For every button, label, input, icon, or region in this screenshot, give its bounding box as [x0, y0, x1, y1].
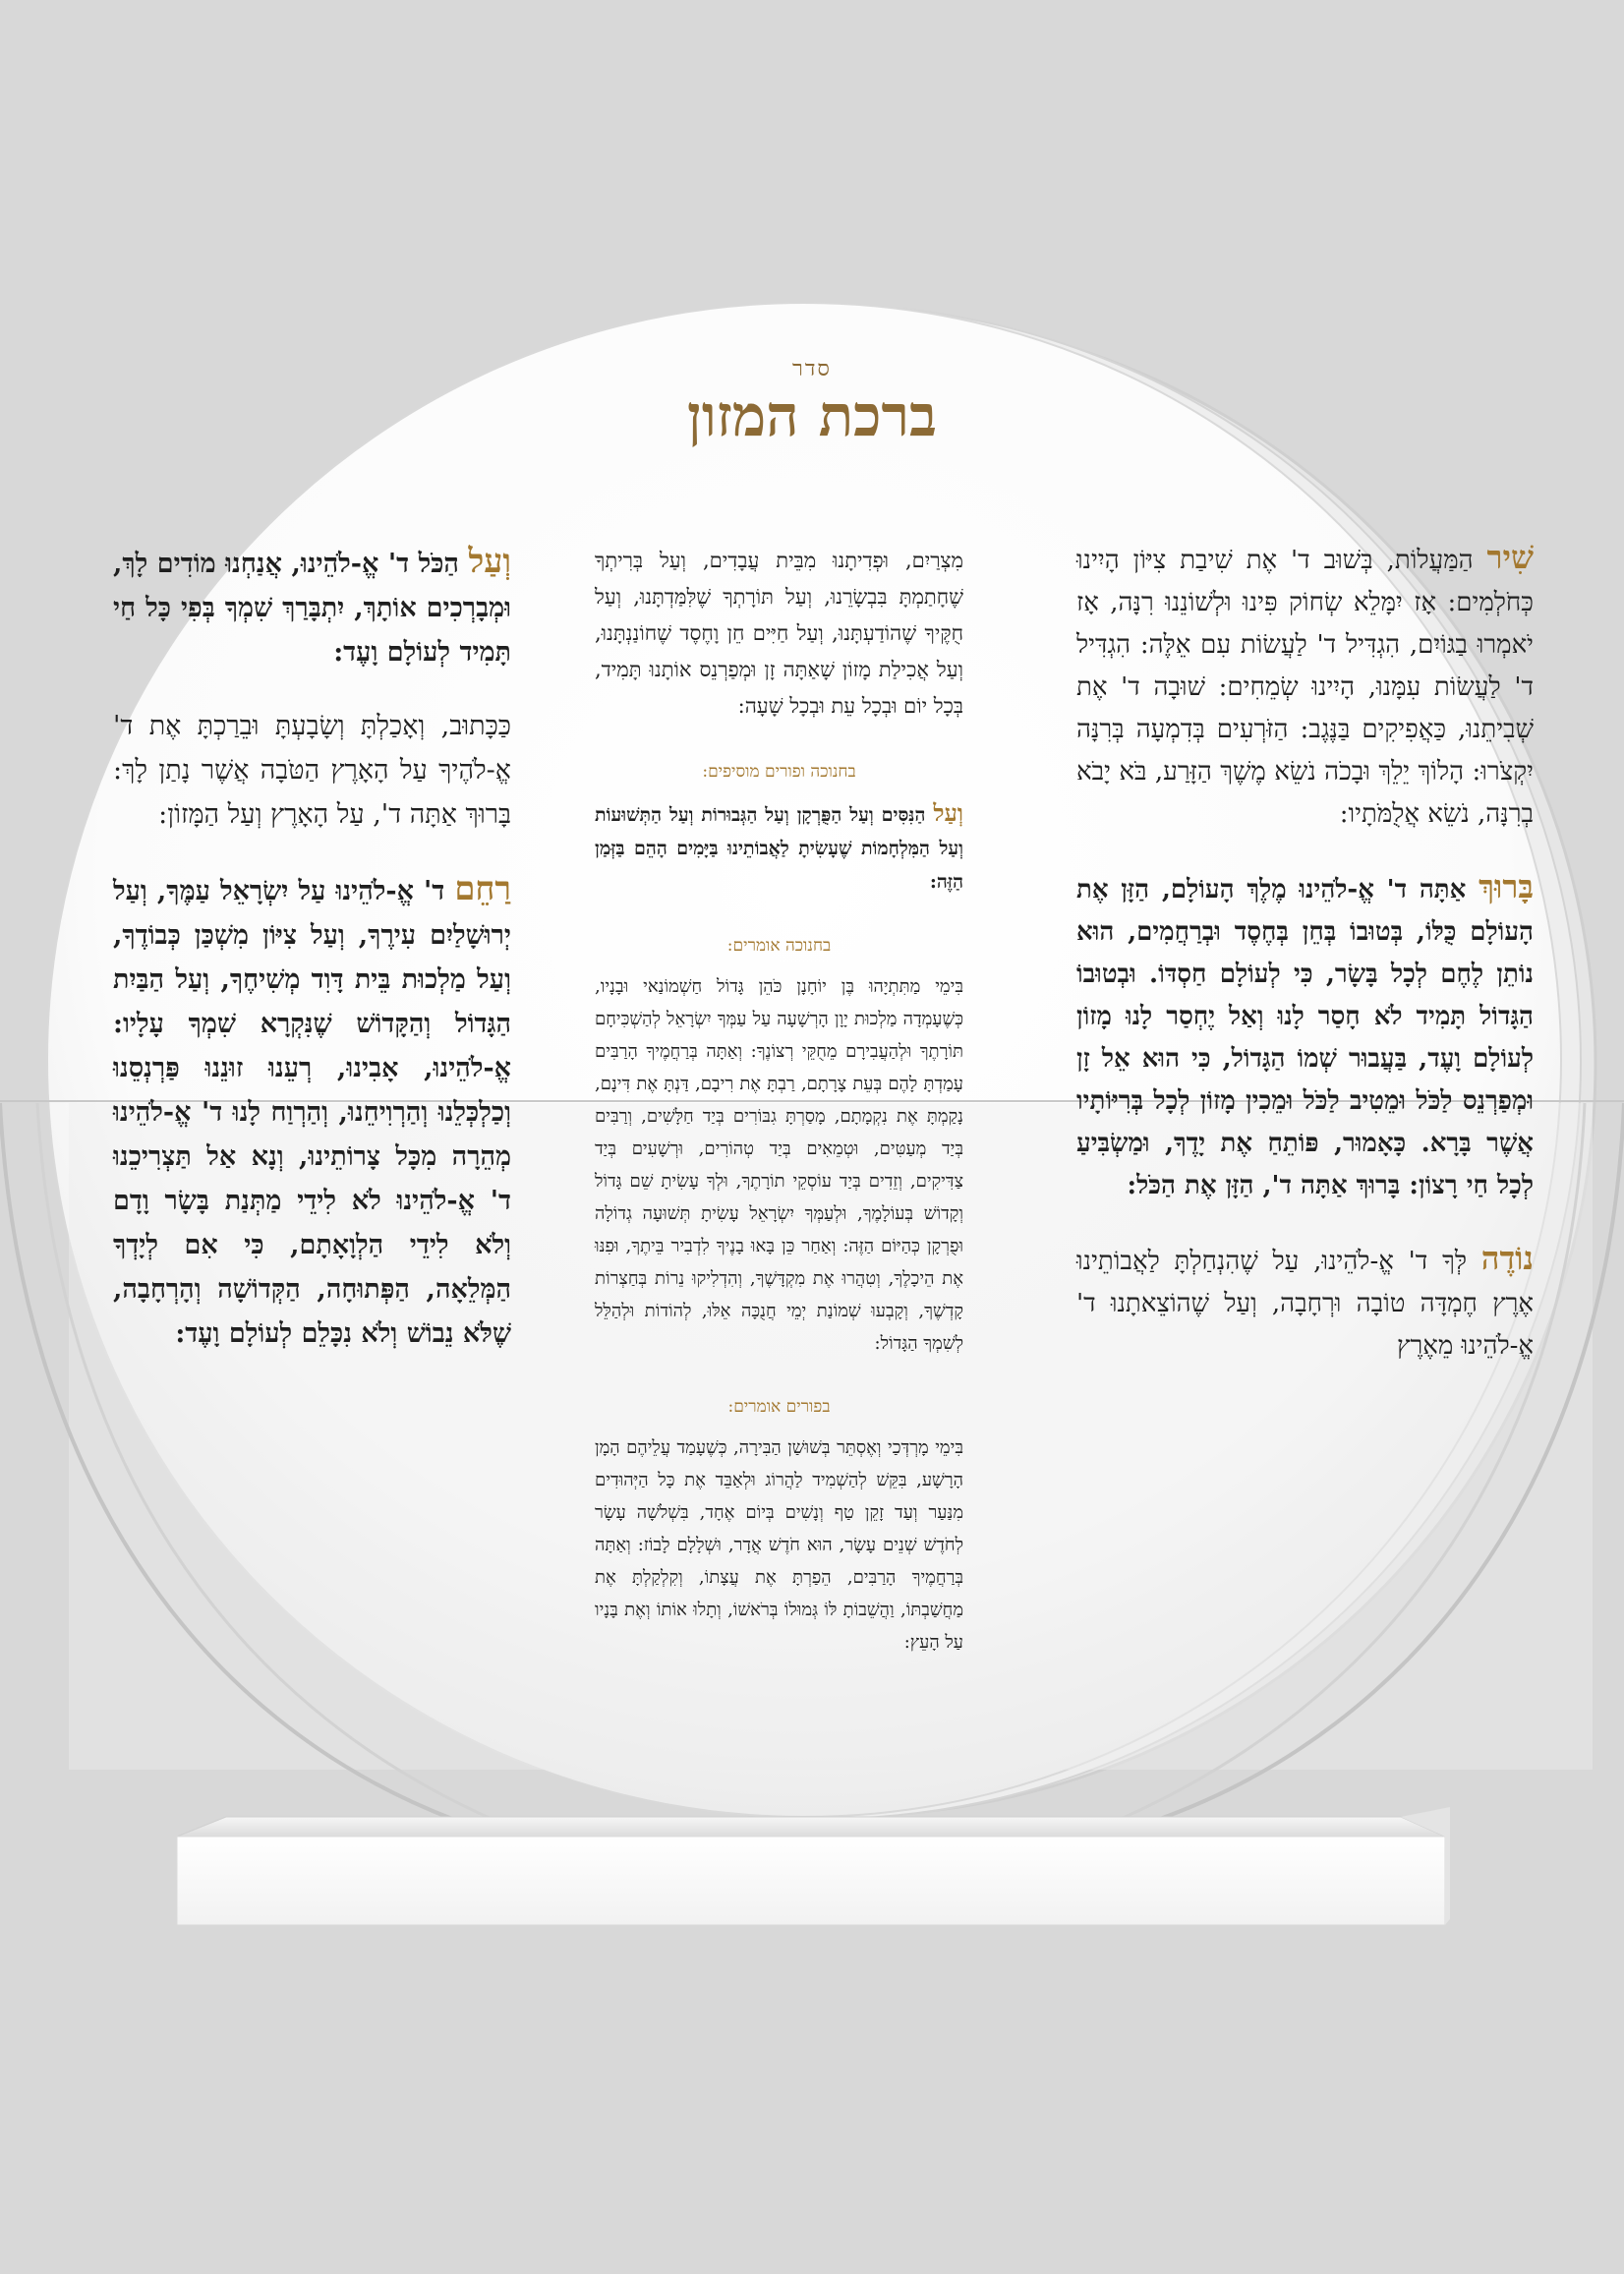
- paragraph-text: בִּימֵי מַתִּתְיָהוּ בֶּן יוֹחָנָן כֹּהֵן גָּדוֹל חַשְׁמוֹנַאי וּבָנָיו, כְּשֶׁעָמְדָה מַלְכוּת יָוָן הָרְשָׁעָה עַל עַמְּךָ יִשְׂרָאֵל לְהַשְׁכִּיחָם תּוֹרָתֶךָ וּלְהַעֲבִירָם מֵחֻקֵּי רְצוֹנֶךָ: וְאַתָּה בְּרַחֲמֶיךָ הָרַבִּים עָמַדְתָּ לָהֶם בְּעֵת צָרָתָם, רַבְתָּ אֶת רִיבָם, דַּנְתָּ אֶת דִּינָם, נָקַמְתָּ אֶת נִקְמָתָם, מָסַרְתָּ גִבּוֹרִים בְּיַד חַלָּשִׁים, וְרַבִּים בְּיַד מְעַטִּים, וּטְמֵאִים בְּיַד טְהוֹרִים, וּרְשָׁעִים בְּיַד צַדִּיקִים, וְזֵדִים בְּיַד עוֹסְקֵי תוֹרָתֶךָ, וּלְךָ עָשִׂיתָ שֵׁם גָּדוֹל וְקָדוֹשׁ בְּעוֹלָמֶךָ, וּלְעַמְּךָ יִשְׂרָאֵל עָשִׂיתָ תְּשׁוּעָה גְדוֹלָה וּפֻרְקָן כְּהַיּוֹם הַזֶּה: וְאַחַר כֵּן בָּאוּ בָנֶיךָ לִדְבִיר בֵּיתֶךָ, וּפִנּוּ אֶת הֵיכָלֶךָ, וְטִהֲרוּ אֶת מִקְדָּשֶׁךָ, וְהִדְלִיקוּ נֵרוֹת בְּחַצְרוֹת קָדְשֶׁךָ, וְקָבְעוּ שְׁמוֹנַת יְמֵי חֲנֻכָּה אֵלּוּ, לְהוֹדוֹת וּלְהַלֵּל לְשִׁמְךָ הַגָּדוֹל:: [595, 976, 963, 1354]
- title-subtitle: סדר: [792, 357, 832, 381]
- paragraph-text: ד' אֱ-לֹהֵינוּ עַל יִשְׂרָאֵל עַמֶּךָ, וְעַל יְרוּשָׁלַיִם עִירֶךָ, וְעַל צִיּוֹן מִשְׁכַּן כְּבוֹדֶךָ, וְעַל מַלְכוּת בֵּית דָּוִד מְשִׁיחֶךָ, וְעַל הַבַּיִת הַגָּדוֹל וְהַקָּדוֹשׁ שֶׁנִּקְרָא שִׁמְךָ עָלָיו: אֱ-לֹהֵינוּ, אָבִינוּ, רְעֵנוּ זוּנֵנוּ פַּרְנְסֵנוּ וְכַלְכְּלֵנוּ וְהַרְוִיחֵנוּ, וְהַרְוַח לָנוּ ד' אֱ-לֹהֵינוּ מְהֵרָה מִכָּל צָרוֹתֵינוּ, וְנָא אַל תַּצְרִיכֵנוּ ד' אֱ-לֹהֵינוּ לֹא לִידֵי מַתְּנַת בָּשָׂר וָדָם וְלֹא לִידֵי הַלְוָאָתָם, כִּי אִם לְיָדְךָ הַמְּלֵאָה, הַפְּתוּחָה, הַקְּדוֹשָׁה וְהָרְחָבָה, שֶׁלֹּא נֵבוֹשׁ וְלֹא נִכָּלֵם לְעוֹלָם וָעֶד:: [113, 876, 511, 1349]
- paragraph-text: הַנִּסִּים וְעַל הַפֻּרְקָן וְעַל הַגְּבוּרוֹת וְעַל הַתְּשׁוּעוֹת וְעַל הַמִּלְחָמוֹת שֶׁעָשִׂיתָ לַאֲבוֹתֵינוּ בַּיָּמִים הָהֵם בַּזְּמַן הַזֶּה:: [595, 804, 963, 893]
- lead-word: נוֹדֶה: [1480, 1239, 1534, 1277]
- paragraph-text: מִצְרַיִם, וּפְדִיתָנוּ מִבֵּית עֲבָדִים, וְעַל בְּרִיתְךָ שֶׁחָתַמְתָּ בִּבְשָׂרֵנוּ, וְעַל תּוֹרָתְךָ שֶׁלִּמַּדְתָּנוּ, וְעַל חֻקֶּיךָ שֶׁהוֹדַעְתָּנוּ, וְעַל חַיִּים חֵן וָחֶסֶד שֶׁחוֹנַנְתָּנוּ, וְעַל אֲכִילַת מָזוֹן שָׁאַתָּה זָן וּמְפַרְנֵס אוֹתָנוּ תָּמִיד, בְּכָל יוֹם וּבְכָל עֵת וּבְכָל שָׁעָה:: [595, 549, 963, 718]
- lead-word: רַחֵם: [454, 868, 511, 907]
- paragraph-text: אַתָּה ד' אֱ-לֹהֵינוּ מֶלֶךְ הָעוֹלָם, הַזָּן אֶת הָעוֹלָם כֻּלּוֹ, בְּטוּבוֹ בְּחֵן בְּחֶסֶד וּבְרַחֲמִים, הוּא נוֹתֵן לֶחֶם לְכָל בָּשָׂר, כִּי לְעוֹלָם חַסְדּוֹ. וּבְטוּבוֹ הַגָּדוֹל תָּמִיד לֹא חָסַר לָנוּ וְאַל יֶחְסַר לָנוּ מָזוֹן לְעוֹלָם וָעֶד, בַּעֲבוּר שְׁמוֹ הַגָּדוֹל, כִּי הוּא אֵל זָן וּמְפַרְנֵס לַכֹּל וּמֵטִיב לַכֹּל וּמֵכִין מָזוֹן לְכָל בְּרִיּוֹתָיו אֲשֶׁר בָּרָא. כָּאָמוּר, פּוֹתֵחַ אֶת יָדֶךָ, וּמַשְׂבִּיעַ לְכָל חַי רָצוֹן: בָּרוּךְ אַתָּה ד', הַזָּן אֶת הַכֹּל:: [1076, 875, 1534, 1200]
- title-main: ברכת המזון: [687, 382, 937, 449]
- base-front-face: [177, 1837, 1445, 1925]
- lead-word: בָּרוּךְ: [1479, 867, 1534, 905]
- lead-word: וְעַל: [468, 541, 511, 580]
- section-heading: בפורים אומרים:: [727, 1397, 831, 1417]
- paragraph-text: בִּימֵי מָרְדְּכַי וְאֶסְתֵּר בְּשׁוּשַׁן הַבִּירָה, כְּשֶׁעָמַד עֲלֵיהֶם הָמָן הָרָשָׁע, בִּקֵּשׁ לְהַשְׁמִיד לַהֲרוֹג וּלְאַבֵּד אֶת כָּל הַיְּהוּדִים מִנַּעַר וְעַד זָקֵן טַף וְנָשִׁים בְּיוֹם אֶחָד, בִּשְׁלֹשָׁה עָשָׂר לְחֹדֶשׁ שְׁנֵים עָשָׂר, הוּא חֹדֶשׁ אֲדָר, וּשְׁלָלָם לָבוֹז: וְאַתָּה בְּרַחֲמֶיךָ הָרַבִּים, הֵפַרְתָּ אֶת עֲצָתוֹ, וְקִלְקַלְתָּ אֶת מַחֲשַׁבְתּוֹ, וַהֲשֵׁבוֹתָ לּוֹ גְּמוּלוֹ בְּרֹאשׁוֹ, וְתָלוּ אוֹתוֹ וְאֶת בָּנָיו עַל הָעֵץ:: [595, 1437, 963, 1653]
- section-heading: בחנוכה אומרים:: [726, 936, 832, 956]
- base-top-face: [177, 1817, 1445, 1837]
- lead-word: וְעַל: [933, 799, 963, 827]
- lead-word: שִׁיר: [1486, 538, 1534, 576]
- paragraph-text: הַכֹּל ד' אֱ-לֹהֵינוּ, אֲנַחְנוּ מוֹדִים לָךְ, וּמְבָרְכִים אוֹתָךְ, יִתְבָּרַךְ שִׁמְךָ בְּפִי כָּל חַי תָּמִיד לְעוֹלָם וָעֶד:: [113, 549, 511, 668]
- frosted-lower-overlay: [69, 1103, 1593, 1770]
- paragraph-text: כַּכָּתוּב, וְאָכַלְתָּ וְשָׂבָעְתָּ וּבֵרַכְתָּ אֶת ד' אֱ-לֹהֶיךָ עַל הָאָרֶץ הַטֹּבָה אֲשֶׁר נָתַן לָךְ: בָּרוּךְ אַתָּה ד', עַל הָאָרֶץ וְעַל הַמָּזוֹן:: [113, 711, 511, 830]
- paragraph-text: הַמַּעֲלוֹת, בְּשׁוּב ד' אֶת שִׁיבַת צִיּוֹן הָיִינוּ כְּחֹלְמִים: אָז יִמָּלֵא שְׂחוֹק פִּינוּ וּלְשׁוֹנֵנוּ רִנָּה, אָז יֹאמְרוּ בַגּוֹיִם, הִגְדִּיל ד' לַעֲשׂוֹת עִם אֵלֶּה: הִגְדִּיל ד' לַעֲשׂוֹת עִמָּנוּ, הָיִינוּ שְׂמֵחִים: שׁוּבָה ד' אֶת שְׁבִיתֵנוּ, כַּאֲפִיקִים בַּנֶּגֶב: הַזֹּרְעִים בְּדִמְעָה בְּרִנָּה יִקְצֹרוּ: הָלוֹךְ יֵלֵךְ וּבָכֹה נֹשֵׂא מֶשֶׁךְ הַזָּרַע, בֹּא יָבֹא בְרִנָּה, נֹשֵׂא אֲלֻמֹּתָיו:: [1076, 546, 1534, 829]
- paragraph-text: לְּךָ ד' אֱ-לֹהֵינוּ, עַל שֶׁהִנְחַלְתָּ לַאֲבוֹתֵינוּ אֶרֶץ חֶמְדָּה טוֹבָה וּרְחָבָה, וְעַל שֶׁהוֹצֵאתָנוּ ד' אֱ-לֹהֵינוּ מֵאֶרֶץ: [1076, 1247, 1534, 1361]
- section-heading: בחנוכה ופורים מוסיפים:: [702, 762, 856, 782]
